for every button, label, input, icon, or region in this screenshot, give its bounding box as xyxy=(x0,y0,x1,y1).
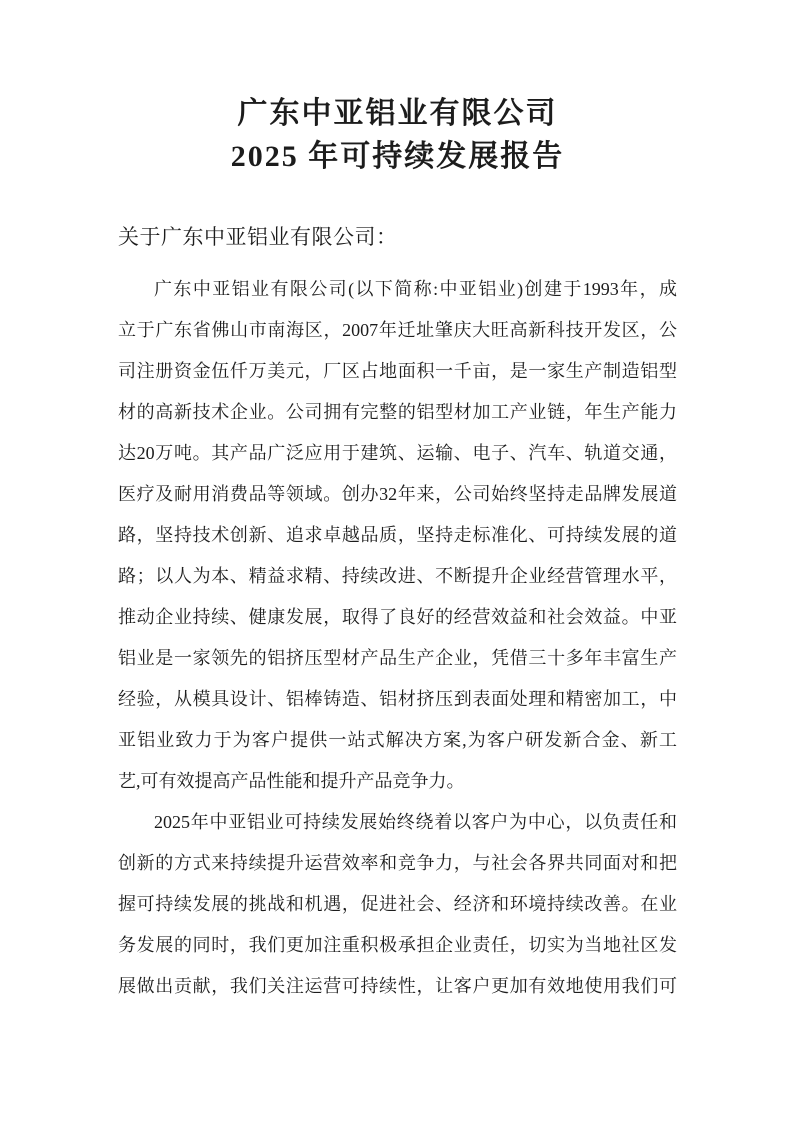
paragraph-line: 司注册资金伍仟万美元，厂区占地面积一千亩，是一家生产制造铝型 xyxy=(118,361,677,382)
paragraph-line: 达20万吨。其产品广泛应用于建筑、运输、电子、汽车、轨道交通， xyxy=(118,443,677,464)
page-content xyxy=(0,92,794,1007)
paragraph-line: 路；以人为本、精益求精、持续改进、不断提升企业经营管理水平， xyxy=(118,566,677,587)
paragraph-line: 亚铝业致力于为客户提供一站式解决方案,为客户研发新合金、新工 xyxy=(118,730,677,751)
paragraph-line: 广东中亚铝业有限公司(以下简称:中亚铝业)创建于1993年，成 xyxy=(154,279,677,300)
report-header xyxy=(118,92,677,178)
paragraph-sustainability-2025 xyxy=(118,802,677,1007)
paragraph-line: 铝业是一家领先的铝挤压型材产品生产企业，凭借三十多年丰富生产 xyxy=(118,648,677,669)
paragraph-line: 医疗及耐用消费品等领域。创办32年来，公司始终坚持走品牌发展道 xyxy=(118,484,677,505)
paragraph-line: 创新的方式来持续提升运营效率和竞争力，与社会各界共同面对和把 xyxy=(118,853,677,874)
paragraph-line: 推动企业持续、健康发展，取得了良好的经营效益和社会效益。中亚 xyxy=(118,607,677,628)
paragraph-company-intro xyxy=(118,269,677,802)
section-heading-about-company: 关于广东中亚铝业有限公司： xyxy=(118,225,398,249)
report-title: 广东中亚铝业有限公司 xyxy=(237,97,558,130)
paragraph-line: 立于广东省佛山市南海区，2007年迁址肇庆大旺高新科技开发区，公 xyxy=(118,320,677,341)
paragraph-line: 材的高新技术企业。公司拥有完整的铝型材加工产业链，年生产能力 xyxy=(118,402,677,423)
paragraph-line: 艺,可有效提高产品性能和提升产品竞争力。 xyxy=(118,771,465,792)
paragraph-line: 经验，从模具设计、铝棒铸造、铝材挤压到表面处理和精密加工，中 xyxy=(118,689,677,710)
body-text xyxy=(118,269,677,1007)
paragraph-line: 2025年中亚铝业可持续发展始终绕着以客户为中心，以负责任和 xyxy=(154,812,677,833)
paragraph-line: 握可持续发展的挑战和机遇，促进社会、经济和环境持续改善。在业 xyxy=(118,894,677,915)
report-subtitle: 2025 年可持续发展报告 xyxy=(230,140,565,173)
paragraph-line: 路，坚持技术创新、追求卓越品质，坚持走标准化、可持续发展的道 xyxy=(118,525,677,546)
paragraph-line: 展做出贡献，我们关注运营可持续性，让客户更加有效地使用我们可 xyxy=(118,976,677,997)
paragraph-line: 务发展的同时，我们更加注重积极承担企业责任，切实为当地社区发 xyxy=(118,935,677,956)
